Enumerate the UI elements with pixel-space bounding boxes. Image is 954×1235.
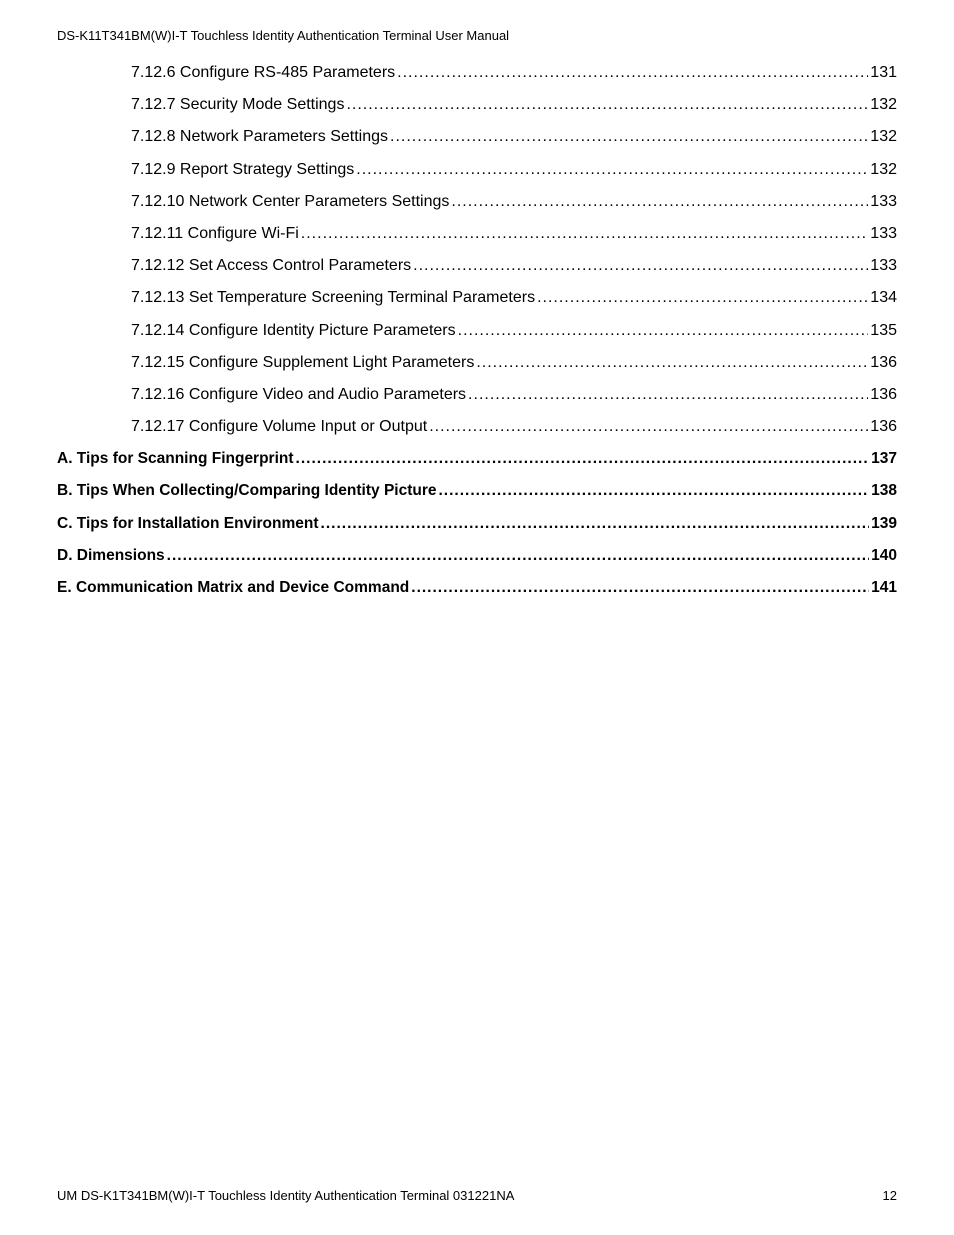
toc-entry-7-12-12[interactable] [57,257,897,289]
toc-entry-title: C. Tips for Installation Environment [57,514,319,532]
toc-leader-dots [439,482,870,500]
toc-entry-page: 133 [870,257,897,275]
toc-entry-appendix-a[interactable] [57,450,897,482]
page-number: 12 [882,1188,897,1203]
toc-entry-page: 132 [870,96,897,114]
toc-entry-page: 141 [871,579,897,596]
toc-entry-appendix-c[interactable] [57,515,897,547]
toc-entry-7-12-6[interactable] [57,64,897,96]
toc-entry-title: E. Communication Matrix and Device Command [57,579,410,596]
toc-leader-dots [390,128,868,146]
toc-entry-page: 139 [871,514,897,532]
toc-entry-page: 136 [870,353,897,371]
toc-entry-7-12-10[interactable] [57,193,897,225]
toc-entry-title: 7.12.10 Network Center Parameters Settings [131,192,450,210]
toc-entry-page: 138 [871,482,897,500]
table-of-contents [57,64,897,611]
toc-leader-dots [356,161,868,179]
toc-entry-7-12-8[interactable] [57,128,897,160]
toc-entry-7-12-16[interactable] [57,386,897,418]
toc-entry-title: A. Tips for Scanning Fingerprint [57,450,294,468]
toc-entry-page: 136 [870,385,897,403]
toc-leader-dots [296,450,870,468]
toc-leader-dots [458,322,869,340]
toc-entry-page: 133 [870,224,897,242]
page-footer [57,1188,897,1203]
toc-leader-dots [411,579,869,597]
toc-entry-title: D. Dimensions [57,546,165,564]
toc-entry-title: 7.12.11 Configure Wi-Fi [131,224,299,242]
toc-entry-title: B. Tips When Collecting/Comparing Identity Picture [57,482,437,500]
toc-leader-dots [346,96,868,114]
toc-entry-page: 132 [870,160,897,178]
toc-leader-dots [397,64,868,82]
toc-entry-title: 7.12.9 Report Strategy Settings [131,160,355,178]
toc-entry-title: 7.12.6 Configure RS-485 Parameters [131,64,396,81]
toc-entry-7-12-11[interactable] [57,225,897,257]
toc-leader-dots [451,193,868,211]
toc-entry-page: 132 [870,128,897,146]
toc-leader-dots [537,289,868,307]
toc-leader-dots [468,386,868,404]
toc-entry-title: 7.12.8 Network Parameters Settings [131,128,389,146]
toc-entry-title: 7.12.14 Configure Identity Picture Parameters [131,321,456,339]
toc-entry-appendix-d[interactable] [57,547,897,579]
toc-leader-dots [429,418,868,436]
toc-leader-dots [167,547,869,565]
toc-entry-appendix-b[interactable] [57,482,897,514]
toc-entry-7-12-14[interactable] [57,322,897,354]
toc-entry-7-12-13[interactable] [57,289,897,321]
toc-entry-title: 7.12.16 Configure Video and Audio Parameters [131,385,467,403]
toc-entry-title: 7.12.15 Configure Supplement Light Parameters [131,353,475,371]
toc-leader-dots [413,257,868,275]
toc-entry-7-12-17[interactable] [57,418,897,450]
toc-leader-dots [321,515,870,533]
toc-entry-page: 140 [871,546,897,564]
toc-entry-page: 134 [870,289,897,307]
toc-entry-title: 7.12.13 Set Temperature Screening Terminal Parameters [131,289,536,307]
toc-leader-dots [301,225,869,243]
toc-entry-page: 133 [870,192,897,210]
page-header: DS-K11T341BM(W)I-T Touchless Identity Authentication Terminal User Manual [57,28,510,43]
toc-entry-appendix-e[interactable] [57,579,897,611]
toc-entry-7-12-7[interactable] [57,96,897,128]
toc-leader-dots [476,354,868,372]
toc-entry-page: 131 [870,64,897,81]
footer-text: UM DS-K1T341BM(W)I-T Touchless Identity Authentication Terminal 031221NA [57,1188,515,1203]
toc-entry-7-12-15[interactable] [57,354,897,386]
toc-entry-page: 135 [870,321,897,339]
toc-entry-page: 137 [871,450,897,468]
toc-entry-title: 7.12.12 Set Access Control Parameters [131,257,412,275]
toc-entry-7-12-9[interactable] [57,161,897,193]
toc-entry-title: 7.12.7 Security Mode Settings [131,96,345,114]
toc-entry-page: 136 [870,418,897,436]
toc-entry-title: 7.12.17 Configure Volume Input or Output [131,418,428,436]
